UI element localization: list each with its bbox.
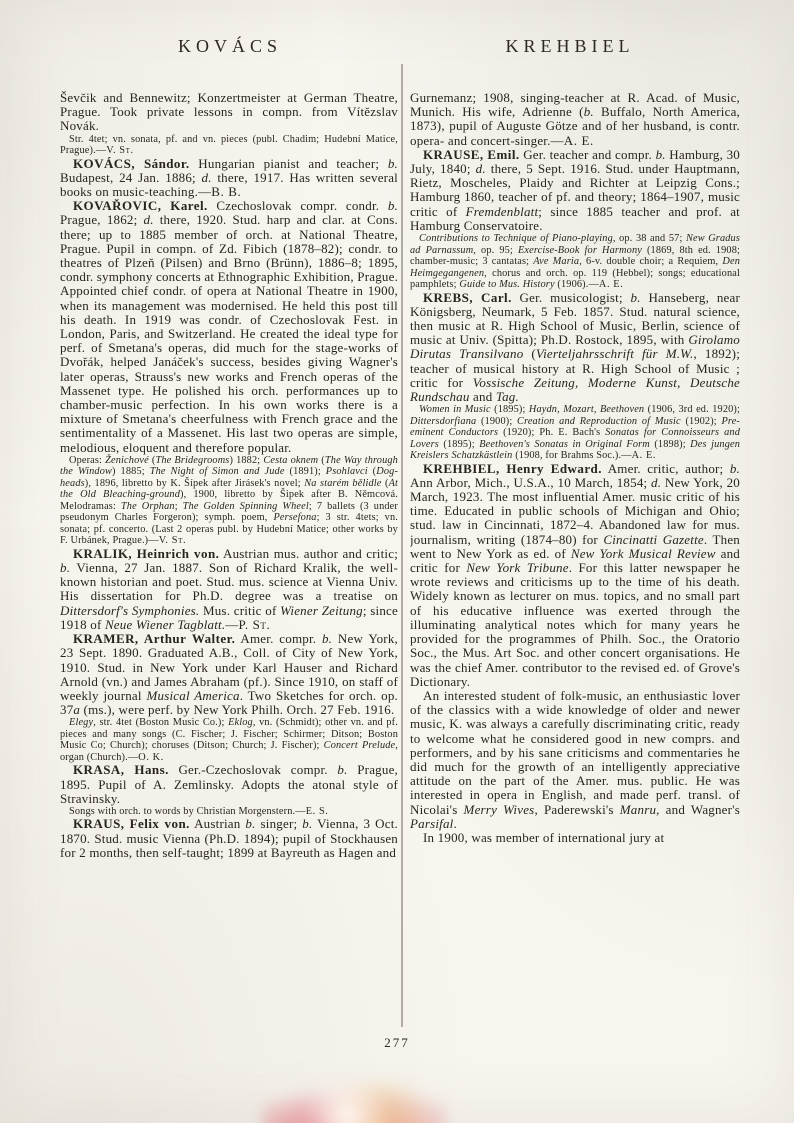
text-segment: ( xyxy=(318,454,325,466)
text-segment: , 1892); teacher of musical history at R. High School of Music ; critic for xyxy=(410,346,740,390)
text-segment: ; 7 ballets (3 under pseudonym Charles Forgeron); symph. poem, xyxy=(60,500,398,524)
text-segment: The Way through the Window xyxy=(60,454,398,478)
text-segment: Ger.-Czechoslovak compr. xyxy=(168,762,338,778)
sevcik-works xyxy=(60,134,398,157)
text-segment: Parsifal xyxy=(410,815,454,831)
text-segment: The Night of Simon and Jude xyxy=(149,466,285,478)
text-segment: , organ (Church).— xyxy=(60,740,398,763)
text-segment: Gurnemanz; 1908, singing-teacher at R. Acad. of Music, Munich. His wife, Adrienne ( xyxy=(410,91,740,120)
text-segment: (1900); xyxy=(476,415,518,427)
column-right xyxy=(410,91,740,1041)
text-segment: New York, 20 March, 1923. The most influential Amer. music critic of his time. Educated in public schools of Michigan and Ohio; stud. law in Cincinnati, 1872–4. Abandoned law for mus. journalism, writing (1874–80) for xyxy=(410,474,740,547)
krehbiel-jury xyxy=(410,831,740,845)
entry-kramer-arthur xyxy=(60,632,398,717)
text-segment: there, 5 Sept. 1916. Stud. under Hauptmann, Rietz, Moscheles, Plaidy and Richter at Leipzig Cons.; Hamburg 1860, teacher of pf. and theory; 1864–1907, music critic of xyxy=(410,161,740,219)
text-segment: Ann Arbor, Mich., U.S.A., 10 March, 1854; xyxy=(410,474,652,490)
text-segment: . xyxy=(453,815,457,831)
text-segment: b. xyxy=(729,460,740,476)
text-segment: b. xyxy=(387,198,398,214)
text-segment: Merry Wives xyxy=(463,801,535,817)
text-segment: Vossische Zeitung, Moderne Kunst, Deutsche Rundschau xyxy=(410,374,740,404)
text-segment: (1895); xyxy=(490,404,529,416)
kovarovic-works xyxy=(60,455,398,547)
text-segment: , Paderewski's xyxy=(534,801,620,817)
text-columns xyxy=(60,91,740,1041)
text-segment: Ger. teacher and compr. xyxy=(519,146,656,162)
text-segment: Women in Music xyxy=(419,404,491,416)
text-segment: and xyxy=(469,388,496,404)
text-segment: Cincinatti Gazette xyxy=(603,531,704,547)
entry-kovacs-sandor xyxy=(60,157,398,200)
text-segment: A. E. xyxy=(631,450,657,462)
text-segment: Budapest, 24 Jan. 1886; xyxy=(60,169,202,185)
text-segment: ; since 1918 of xyxy=(60,602,398,632)
text-segment: Hungarian pianist and teacher; xyxy=(189,155,388,171)
text-segment: (1891); xyxy=(284,466,326,478)
text-segment: New York Tribune xyxy=(466,560,569,576)
text-segment: ), 1900, libretto by Šipek after B. Němcová. Melodramas: xyxy=(60,489,398,512)
text-segment: — xyxy=(225,616,239,632)
text-segment: Eklog xyxy=(228,717,253,729)
text-segment: b. xyxy=(387,155,398,171)
text-segment: Guide to Mus. History xyxy=(459,279,555,291)
text-segment: New Gradus ad Parnassum xyxy=(410,233,740,256)
text-segment: b. xyxy=(630,289,641,305)
text-segment: (1902); xyxy=(680,415,722,427)
text-segment: B. B. xyxy=(211,184,242,200)
entry-krehbiel-henry xyxy=(410,462,740,689)
text-segment: Wiener Zeitung xyxy=(280,602,363,618)
text-segment: Cesta oknem xyxy=(263,454,319,466)
text-segment: ; since 1885 teacher and prof. at Hamburg Conservatoire. xyxy=(410,203,740,233)
text-segment: Ženichové xyxy=(105,454,149,466)
text-segment: P. St. xyxy=(238,616,271,632)
text-segment: , op. 95; xyxy=(473,244,518,256)
text-segment: , 6-v. double choir; a Requiem, xyxy=(579,256,723,268)
text-segment: . Two Sketches for orch. op. 37 xyxy=(60,687,398,718)
text-segment: Ave Maria xyxy=(533,256,580,268)
text-segment: New York Musical Review xyxy=(570,545,716,561)
text-segment: At the Old Bleaching-ground xyxy=(60,477,398,501)
text-segment: Str. 4tet; vn. sonata, pf. and vn. pieces (publ. Chadim; Hudební Matice, Prague).— xyxy=(60,133,398,157)
text-segment: Sonatas for Connoisseurs and Lovers xyxy=(410,427,740,450)
sevcik-continuation xyxy=(60,91,398,134)
text-segment: Exercise-Book for Harmony xyxy=(517,244,642,256)
text-segment: Den Heimgegangenen xyxy=(410,256,740,279)
text-segment: Prague, 1862; xyxy=(60,212,144,228)
column-left xyxy=(60,91,398,1041)
text-segment: ( xyxy=(381,477,389,489)
text-segment: d. xyxy=(475,161,486,177)
text-segment: Ger. musicologist; xyxy=(511,289,631,305)
text-segment: Haydn, Mozart, Beethoven xyxy=(528,404,645,416)
text-segment: ) 1882; xyxy=(229,454,264,466)
text-segment: New York, 23 Sept. 1890. Graduated A.B., Coll. of City of New York, 1910. Stud. in New York under Karl Hauser and Richard Arnold (vn.) and James Abraham (pf.). Since 1910, on staff of weekly journal xyxy=(60,631,398,703)
text-segment: Vienna, 27 Jan. 1887. Son of Richard Kralik, the well-known historian and poet. Stud. mus. science at Vienna Univ. His dissertation for Ph.D. degree was a treatise on xyxy=(60,560,398,604)
text-segment: b. xyxy=(321,631,333,647)
entry-headword: KRAMER, Arthur Walter. xyxy=(73,631,236,647)
text-segment: there, 1917. Has written several books on music-teaching.— xyxy=(60,169,398,200)
entry-headword: KOVÁCS, Sándor. xyxy=(73,155,190,171)
text-segment: Tag. xyxy=(495,388,519,404)
text-segment: A. E. xyxy=(563,132,594,148)
text-segment: , chorus and orch. op. 119 (Hebbel); songs; educational pamphlets; xyxy=(410,267,740,291)
text-segment: Operas: xyxy=(69,454,106,466)
text-segment: (1920); Ph. E. Bach's xyxy=(498,427,606,439)
page-number: 277 xyxy=(384,1035,410,1050)
text-segment: Austrian xyxy=(189,816,246,832)
text-segment: d. xyxy=(143,212,154,228)
text-segment: Austrian mus. author and critic; xyxy=(219,545,398,561)
text-segment: The Bridegrooms xyxy=(155,454,230,466)
text-segment: and critic for xyxy=(410,545,740,576)
entry-krause-emil xyxy=(410,148,740,233)
text-segment: Psohlavci xyxy=(325,466,368,478)
text-segment: (1898); xyxy=(649,438,691,450)
text-segment: Vienna, 3 Oct. 1870. Stud. music Vienna (Ph.D. 1894); pupil of Stockhausen for 2 months, then self-taught; 1899 at Bayreuth as Hagen and xyxy=(60,816,398,860)
text-segment: Elegy xyxy=(69,717,94,729)
krause-works xyxy=(410,233,740,291)
entry-headword: KRAUS, Felix von. xyxy=(73,816,190,832)
text-segment: ( xyxy=(367,466,377,478)
text-segment: ( xyxy=(523,346,536,362)
running-heads xyxy=(60,36,740,57)
text-segment: Neue Wiener Tagblatt. xyxy=(104,616,226,632)
text-segment: (1869, 8th ed. 1908; chamber-music; 3 cantatas; xyxy=(410,244,740,268)
text-segment: Hamburg, 30 July, 1840; xyxy=(410,146,740,177)
text-segment: , op. 38 and 57; xyxy=(612,233,686,245)
text-segment: ; 3 str. 4tets; vn. sonata; pf. concerto. (Last 2 operas publ. by Hudební Matice; other works by F. Urbánek, Prague.)— xyxy=(60,512,398,547)
text-segment: d. xyxy=(651,474,662,490)
text-segment: Girolamo Dirutas Transilvano xyxy=(410,332,740,362)
text-segment: ), 1896, libretto by K. Šípek after Jirásek's novel; xyxy=(84,477,305,489)
text-segment: Des jungen Kreislers Schatzkästlein xyxy=(410,438,740,462)
entry-krasa-hans xyxy=(60,763,398,806)
entry-krebs-carl xyxy=(410,291,740,405)
text-segment: (1906).— xyxy=(554,279,599,291)
text-segment: V. St. xyxy=(106,145,134,157)
kraus-continuation xyxy=(410,91,740,148)
entry-headword: KREHBIEL, Henry Edward. xyxy=(423,460,602,476)
text-segment: (1908, for Brahms Soc.).— xyxy=(512,450,632,462)
text-segment: . Then went to New York as ed. of xyxy=(410,531,740,561)
entry-kralik-heinrich xyxy=(60,547,398,632)
text-segment: (ms.), were perf. by New York Philh. Orch. 27 Feb. 1916. xyxy=(80,702,395,718)
entry-kraus-felix xyxy=(60,817,398,860)
text-segment: . For this latter newspaper he wrote reviews and criticisms up to the time of his death. Widely known as lecturer on mus. topics, and no small part of his educative influence was exerted through the illuminating analytical notes which for many years he provided for the programmes of Philh. Soc., the Oratorio Soc., the Mus. Art Soc. and other concert organisations. He was the chief Amer. contributor to the revised ed. of Grove's Dictionary. xyxy=(410,560,740,689)
text-segment: A. E. xyxy=(598,279,624,291)
text-segment: , vn. (Schmidt); other vn. and pf. pieces and many songs (C. Fischer; J. Fischer; Schirmer; Ditson; Boston Music Co; Church); choruses (Ditson; Church; J. Fischer); xyxy=(60,717,398,752)
text-segment: In 1900, was member of international jury at xyxy=(423,829,665,845)
text-segment: Persefona xyxy=(273,512,317,524)
text-segment: Fremdenblatt xyxy=(465,203,539,219)
text-segment: Prague, 1895. Pupil of A. Zemlinsky. Adopts the atonal style of Stravinsky. xyxy=(60,762,398,806)
text-segment: Na starém bělidle xyxy=(304,477,382,489)
text-segment: Dittersdorf's Symphonies. xyxy=(60,602,200,618)
text-segment: b. xyxy=(655,146,666,162)
text-segment: Manru xyxy=(619,801,657,817)
text-segment: Hanseberg, near Königsberg, Neumark, 5 Feb. 1857. Stud. natural science, then music at R. High School of Music, Berlin, science of music at Univ. (Spitta); Ph.D. Rostock, 1895, with xyxy=(410,289,740,348)
text-segment: d. xyxy=(201,169,212,185)
text-segment: Buffalo, North America, 1873), pupil of Auguste Götze and of her husband, is contr. opera- and concert-singer.— xyxy=(410,104,740,148)
text-segment: Creation and Reproduction of Music xyxy=(517,415,681,427)
entry-headword: KRAUSE, Emil. xyxy=(423,146,520,162)
running-head-right: KREHBIEL xyxy=(505,36,635,56)
text-segment: singer; xyxy=(255,816,303,832)
scan-stain xyxy=(262,1082,447,1123)
text-segment: Beethoven's Sonatas in Original Form xyxy=(479,438,650,450)
text-segment: Amer. compr. xyxy=(235,631,322,647)
text-segment: (1895); xyxy=(438,438,480,450)
text-segment: O. K. xyxy=(138,751,164,763)
text-segment: Czechoslovak compr. condr. xyxy=(207,198,388,214)
text-segment: b. xyxy=(337,762,348,778)
text-segment: Songs with orch. to words by Christian Morgenstern.— xyxy=(69,805,306,817)
text-segment: Mus. critic of xyxy=(199,602,281,618)
entry-headword: KRASA, Hans. xyxy=(73,762,169,778)
text-segment: Contributions to Technique of Piano-playing xyxy=(419,233,613,245)
text-segment: there, 1920. Stud. harp and clar. at Cons. there; up to 1885 member of orch. at National Theatre, Prague. Pupil in compn. of Zd. Fibich (1878–82); condr. to theatres of Plzeň (Pilsen) and Brno (Brünn), 1886–8; 1895, condr. symphony concerts at Ethnographic Exhibition, Prague. Appointed chief condr. of opera at National Theatre in 1900, when its management was modernised. He held this post till his death. In 1919 was condr. of Czechoslovak Fest. in London, Paris, and Switzerland. He created the ideal type for perf. of Smetana's operas, did much for the stage-works of Dvořák, helped Janáček's success, besides giving Wagner's later operas, Strauss's new works and French operas of the Massenet type. He polished his orch. performances up to chamber-music perfection. In his own works there is a mixture of Smetana's cheerfulness with French grace and the sentimentality of a Massenet. His last two operas are simple, melodious, eloquent and therefore popular. xyxy=(60,212,398,455)
text-segment: Pre-eminent Conductors xyxy=(410,415,740,439)
kramer-works xyxy=(60,717,398,763)
text-segment: b. xyxy=(245,816,256,832)
text-segment: V. St. xyxy=(158,535,187,547)
running-head-left: KOVÁCS xyxy=(177,36,282,56)
text-segment: b. xyxy=(583,104,594,120)
text-segment: Dog-heads xyxy=(60,466,398,489)
text-segment: , and Wagner's xyxy=(656,801,740,817)
text-segment: b. xyxy=(302,816,313,832)
entry-headword: KOVAŘOVIC, Karel. xyxy=(73,198,208,214)
krebs-works xyxy=(410,404,740,462)
text-segment: E. S. xyxy=(305,805,329,817)
text-segment: Concert Prelude xyxy=(323,740,396,752)
text-segment: Amer. critic, author; xyxy=(601,460,730,476)
entry-headword: KREBS, Carl. xyxy=(423,289,512,305)
text-segment: Ševčik and Bennewitz; Konzertmeister at German Theatre, Prague. Took private lessons in compn. from Vítězslav Novák. xyxy=(60,91,398,134)
text-segment: The Golden Spinning Wheel xyxy=(182,500,309,512)
text-segment: b. xyxy=(60,560,71,576)
krehbiel-appreciation xyxy=(410,689,740,831)
text-segment: ( xyxy=(148,454,156,466)
text-segment: a xyxy=(73,702,81,718)
text-segment: Vierteljahrsschrift für M.W. xyxy=(535,346,694,362)
text-segment: (1906, 3rd ed. 1920); xyxy=(644,404,740,416)
text-segment: Dittersdorfiana xyxy=(410,415,477,427)
text-segment: An interested student of folk-music, an enthusiastic lover of the classics with a wide knowledge of older and newer music, K. was always a carefully discriminating critic, ready to welcome what he considered good in new comprs. and performers, and by his sane criticisms and commentaries he did much for the growth of an intelligently appreciative attitude on the part of the Amer. mus. public. He was interested in opera in English, and made perf. transl. of Nicolai's xyxy=(410,687,740,817)
entry-kovarovic-karel xyxy=(60,199,398,455)
text-segment: ; xyxy=(174,500,183,512)
text-segment: ) 1885; xyxy=(112,466,150,478)
text-segment: , str. 4tet (Boston Music Co.); xyxy=(93,717,229,729)
text-segment: Musical America xyxy=(146,687,240,703)
entry-headword: KRALIK, Heinrich von. xyxy=(73,545,220,561)
text-segment: The Orphan xyxy=(120,500,175,512)
